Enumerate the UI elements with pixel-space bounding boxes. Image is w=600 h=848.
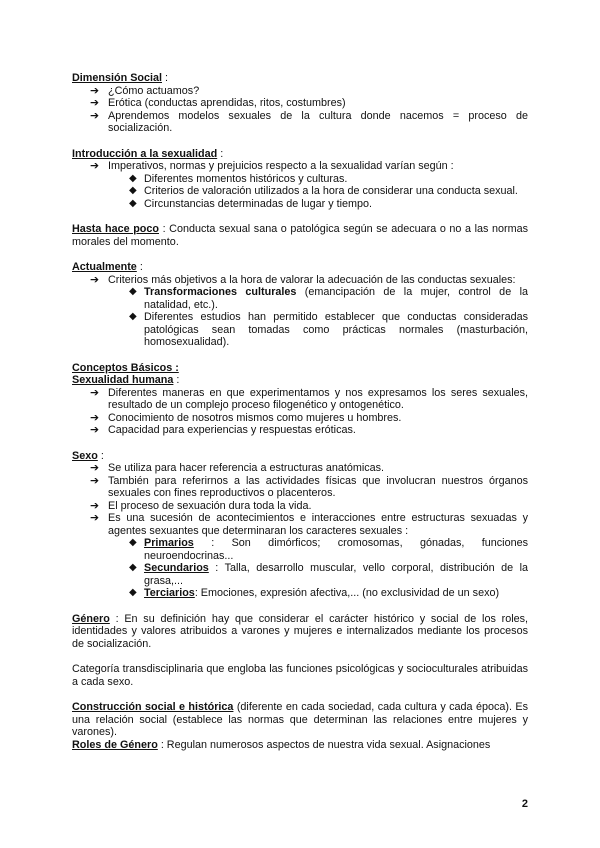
- sub-list-item: ◆ Circunstancias determinadas de lugar y tiempo.: [129, 197, 373, 210]
- arrow-icon: ➔: [90, 160, 100, 172]
- arrow-icon: ➔: [90, 273, 100, 286]
- section-sexo: [72, 450, 528, 600]
- diamond-bullet-icon: ◆: [129, 286, 137, 297]
- arrow-icon: ➔: [90, 84, 100, 97]
- arrow-icon: ➔: [90, 424, 100, 436]
- diamond-bullet-icon: ◆: [129, 172, 137, 184]
- sexo-heading: Sexo: [72, 449, 98, 462]
- section-genero: Género : En su definición hay que considerar el carácter histórico y social de los roles, identidades y valores atribuidos a varones y mujeres e internalizados mediante los procesos de socialización.: [72, 612, 529, 650]
- actualmente-heading: Actualmente: [72, 261, 137, 273]
- section-heading-line: Dimensión Social :: [72, 72, 168, 84]
- list-item: ➔ ¿Cómo actuamos?: [90, 84, 200, 97]
- genero-heading: Género: [72, 612, 110, 625]
- list-item: ➔ Imperativos, normas y prejuicios respecto a la sexualidad varían según :: [90, 160, 454, 172]
- document-page: [72, 72, 528, 751]
- section-heading-line: Introducción a la sexualidad :: [72, 147, 224, 160]
- diamond-bullet-icon: ◆: [129, 587, 137, 598]
- arrow-icon: ➔: [90, 386, 100, 399]
- hasta-hace-poco-heading: Hasta hace poco: [72, 223, 159, 235]
- arrow-icon: ➔: [90, 474, 100, 487]
- diamond-bullet-icon: ◆: [129, 562, 137, 573]
- section-dimension-social: [72, 72, 528, 135]
- roles-de-genero-heading: Roles de Género: [72, 738, 158, 751]
- arrow-icon: ➔: [90, 462, 100, 474]
- sub-list-item: ◆ Primarios : Son dimórficos; cromosomas, gónadas, funciones neuroendocrinas...: [129, 537, 528, 562]
- genero-categoria-paragraph: Categoría transdisciplinaria que engloba las funciones psicológicas y socioculturales atribuidas a cada sexo.: [72, 663, 528, 688]
- list-item: ➔ Se utiliza para hacer referencia a estructuras anatómicas.: [90, 462, 385, 474]
- sub-list-item: ◆ Criterios de valoración utilizados a la hora de considerar una conducta sexual.: [129, 185, 518, 197]
- list-item: ➔ Es una sucesión de acontecimientos e interacciones entre estructuras sexuadas y agentes sexuantes que determinaran los caracteres sexuales :: [90, 512, 528, 537]
- list-item: ➔ También para referirnos a las actividades físicas que involucran nuestros órganos sexuales con fines reproductivos o placenteros.: [90, 474, 528, 499]
- page-number: 2: [521, 798, 528, 810]
- section-heading-line: Sexualidad humana :: [72, 374, 180, 386]
- list-item: ➔ Aprendemos modelos sexuales de la cultura donde nacemos = proceso de socialización.: [90, 109, 528, 134]
- sub-list-item: ◆ Transformaciones culturales (emancipación de la mujer, control de la natalidad, etc.).: [129, 286, 528, 311]
- sub-list-item: ◆ Diferentes estudios han permitido establecer que conductas consideradas patológicas sean tomadas como prácticas normales (masturbación, homosexualidad).: [129, 311, 528, 348]
- diamond-bullet-icon: ◆: [129, 537, 137, 548]
- section-construccion-social: Construcción social e histórica (diferente en cada sociedad, cada cultura y cada época). Es una relación social (establece las normas que determinan las relaciones entre mujeres y varones).: [72, 701, 528, 738]
- dimension-social-heading: Dimensión Social: [72, 72, 162, 84]
- sub-list-item: ◆ Terciarios: Emociones, expresión afectiva,... (no exclusividad de un sexo): [129, 587, 500, 599]
- arrow-icon: ➔: [90, 411, 100, 424]
- section-heading-line: Actualmente :: [72, 261, 143, 273]
- list-item: ➔ Capacidad para experiencias y respuestas eróticas.: [90, 424, 356, 436]
- section-hasta-hace-poco: Hasta hace poco : Conducta sexual sana o patológica según se adecuara o no a las normas morales del momento.: [72, 223, 529, 248]
- sub-list-item: ◆ Diferentes momentos históricos y culturas.: [129, 172, 348, 185]
- arrow-icon: ➔: [90, 109, 100, 122]
- list-item: ➔ Diferentes maneras en que experimentamos y nos expresamos los seres sexuales, resultado de un complejo proceso filogenético y ontogenético.: [90, 386, 528, 411]
- list-item: ➔ Conocimiento de nosotros mismos como mujeres u hombres.: [90, 411, 402, 424]
- section-roles-de-genero: Roles de Género : Regulan numerosos aspectos de nuestra vida sexual. Asignaciones: [72, 738, 491, 751]
- section-conceptos-basicos: [72, 362, 528, 437]
- sub-list-item: ◆ Secundarios : Talla, desarrollo muscular, vello corporal, distribución de la grasa,...: [129, 562, 528, 587]
- list-item: ➔ Erótica (conductas aprendidas, ritos, costumbres): [90, 97, 346, 109]
- arrow-icon: ➔: [90, 499, 100, 512]
- construccion-social-heading: Construcción social e histórica: [72, 701, 234, 713]
- sexualidad-humana-heading: Sexualidad humana: [72, 374, 174, 386]
- conceptos-basicos-heading: Conceptos Básicos :: [72, 361, 179, 374]
- section-introduccion: [72, 148, 528, 211]
- section-actualmente: [72, 261, 528, 349]
- diamond-bullet-icon: ◆: [129, 185, 137, 196]
- introduccion-heading: Introducción a la sexualidad: [72, 147, 218, 160]
- diamond-bullet-icon: ◆: [129, 197, 137, 209]
- arrow-icon: ➔: [90, 512, 100, 524]
- section-heading-line: Sexo :: [72, 449, 104, 462]
- diamond-bullet-icon: ◆: [129, 311, 137, 322]
- list-item: ➔ El proceso de sexuación dura toda la vida.: [90, 499, 312, 512]
- list-item: ➔ Criterios más objetivos a la hora de valorar la adecuación de las conductas sexuales:: [90, 273, 516, 286]
- arrow-icon: ➔: [90, 97, 100, 109]
